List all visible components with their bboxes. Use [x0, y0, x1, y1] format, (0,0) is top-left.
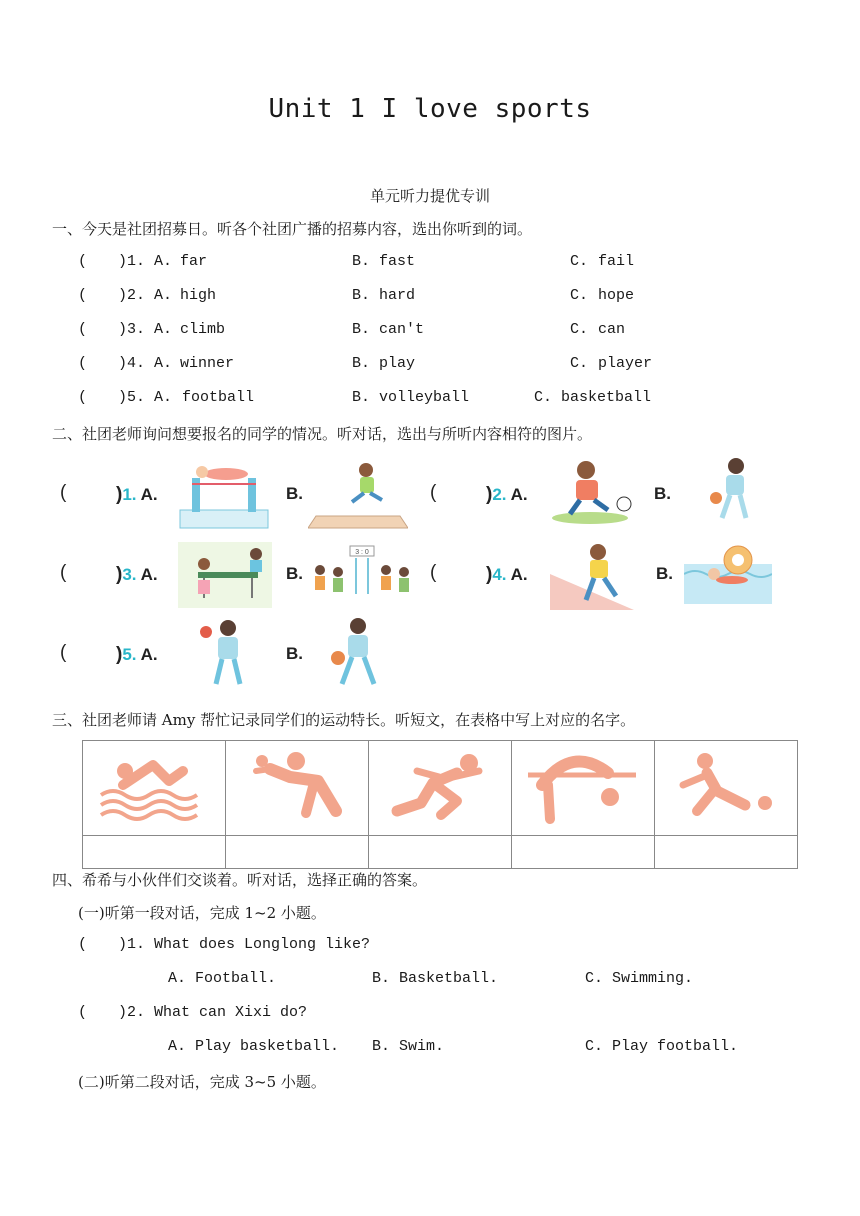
option-b-letter: B.: [352, 389, 371, 406]
swimming-icon: [83, 741, 225, 831]
option-b-letter: B.: [656, 564, 673, 583]
option-c-letter: C.: [534, 389, 553, 406]
answer-bracket-open[interactable]: (: [430, 482, 437, 503]
question-text: )2. What can Xixi do?: [118, 1004, 308, 1021]
option-c: player: [598, 355, 653, 372]
option-c-letter: C.: [570, 355, 589, 372]
answer-bracket-open[interactable]: (: [78, 355, 88, 372]
page-title: Unit 1 I love sports: [268, 94, 592, 124]
option-a-letter: A.: [140, 485, 158, 504]
option-c-letter: C.: [570, 287, 589, 304]
name-answer-cell[interactable]: [83, 836, 226, 869]
answer-bracket-open[interactable]: (: [60, 562, 67, 583]
table-cell: [512, 741, 655, 836]
option-a: high: [180, 287, 217, 304]
football-player-illustration[interactable]: [550, 458, 636, 524]
answer-bracket-open[interactable]: (: [430, 562, 437, 583]
sports-name-table: [82, 740, 798, 869]
question-number: 4. A.: [127, 355, 173, 372]
bracket-close: ): [118, 389, 128, 406]
name-answer-cell[interactable]: [226, 836, 369, 869]
table-cell: [83, 741, 226, 836]
option-b-letter: B.: [352, 321, 371, 338]
option-c: C. Play football.: [585, 1038, 739, 1055]
option-b: can't: [379, 321, 425, 338]
answer-bracket-open[interactable]: (: [78, 1004, 88, 1021]
running-boy-illustration[interactable]: [550, 540, 634, 610]
bracket-close: ): [118, 253, 128, 270]
question-number: 2. A.: [127, 287, 173, 304]
table-tennis-icon: [226, 741, 368, 831]
option-b: volleyball: [379, 389, 470, 406]
answer-bracket-open[interactable]: (: [60, 482, 67, 503]
part2-instruction: (二)听第二段对话，完成 3~5 小题。: [78, 1073, 326, 1091]
option-b-letter: B.: [286, 644, 303, 663]
question-number: 1. A.: [127, 253, 173, 270]
swimming-illustration[interactable]: [684, 544, 772, 604]
name-answer-cell[interactable]: [512, 836, 655, 869]
option-b-letter: B.: [286, 564, 303, 583]
answer-bracket-open[interactable]: (: [78, 389, 88, 406]
answer-bracket-open[interactable]: (: [78, 287, 88, 304]
part1-instruction: (一)听第一段对话，完成 1~2 小题。: [78, 904, 326, 922]
question-number: 5.: [122, 645, 137, 664]
option-b: hard: [379, 287, 416, 304]
option-b-letter: B.: [352, 355, 371, 372]
high-jump-illustration[interactable]: [178, 460, 270, 530]
name-answer-cell[interactable]: [369, 836, 512, 869]
running-icon: [369, 741, 511, 831]
question-number: 1.: [122, 485, 137, 504]
name-answer-cell[interactable]: [655, 836, 798, 869]
option-c: C. Swimming.: [585, 970, 694, 987]
option-a-letter: A.: [140, 645, 158, 664]
ping-pong-player-illustration[interactable]: [198, 618, 254, 690]
bracket-close: ): [118, 321, 128, 338]
table-cell: [369, 741, 512, 836]
question-number: 4.: [492, 565, 507, 584]
option-b: fast: [379, 253, 416, 270]
option-b-letter: B.: [352, 253, 371, 270]
bracket-close: ): [118, 355, 128, 372]
football-icon: [655, 741, 797, 831]
option-a: football: [182, 389, 255, 406]
high-jump-icon: [512, 741, 654, 831]
section3-heading: 三、社团老师请 Amy 帮忙记录同学们的运动特长。听短文，在表格中写上对应的名字。: [52, 711, 636, 729]
basketball-game-illustration[interactable]: [306, 544, 416, 602]
option-a: A. Football.: [168, 970, 277, 987]
scoreboard-text: 3 : 0: [355, 549, 369, 556]
option-a-letter: A.: [510, 565, 528, 584]
option-b: B. Swim.: [372, 1038, 445, 1055]
option-a: far: [180, 253, 208, 270]
bracket-close: ): [116, 564, 123, 585]
option-b: B. Basketball.: [372, 970, 499, 987]
answer-bracket-open[interactable]: (: [78, 936, 88, 953]
option-a-letter: A.: [140, 565, 158, 584]
option-c: fail: [598, 253, 635, 270]
basketball-dribble-illustration[interactable]: [328, 616, 386, 690]
table-cell: [226, 741, 369, 836]
basketball-player-illustration[interactable]: [698, 456, 760, 528]
option-a: climb: [180, 321, 226, 338]
section2-heading: 二、社团老师询问想要报名的同学的情况。听对话，选出与所听内容相符的图片。: [52, 425, 593, 443]
option-c: hope: [598, 287, 635, 304]
bracket-close: ): [486, 564, 493, 585]
option-b-letter: B.: [654, 484, 671, 503]
bracket-close: ): [486, 484, 493, 505]
option-c-letter: C.: [570, 321, 589, 338]
answer-bracket-open[interactable]: (: [60, 642, 67, 663]
option-a-letter: A.: [510, 485, 528, 504]
option-b-letter: B.: [286, 484, 303, 503]
answer-bracket-open[interactable]: (: [78, 321, 88, 338]
bracket-close: ): [116, 484, 123, 505]
question-number: 2.: [492, 485, 507, 504]
bracket-close: ): [118, 287, 128, 304]
question-number: 3.: [122, 565, 137, 584]
question-text: )1. What does Longlong like?: [118, 936, 371, 953]
option-b-letter: B.: [352, 287, 371, 304]
answer-bracket-open[interactable]: (: [78, 253, 88, 270]
option-a: A. Play basketball.: [168, 1038, 340, 1055]
section4-heading: 四、希希与小伙伴们交谈着。听对话，选择正确的答案。: [52, 871, 428, 889]
option-c: basketball: [561, 389, 652, 406]
question-number: 5. A.: [127, 389, 173, 406]
option-c-letter: C.: [570, 253, 589, 270]
section1-heading: 一、今天是社团招募日。听各个社团广播的招募内容，选出你听到的词。: [52, 220, 533, 238]
table-tennis-illustration[interactable]: [178, 542, 272, 608]
option-c: can: [598, 321, 626, 338]
long-jump-illustration[interactable]: [308, 460, 408, 530]
question-number: 3. A.: [127, 321, 173, 338]
option-b: play: [379, 355, 416, 372]
bracket-close: ): [116, 644, 123, 665]
table-cell: [655, 741, 798, 836]
option-a: winner: [180, 355, 235, 372]
page-subtitle: 单元听力提优专训: [369, 187, 490, 205]
